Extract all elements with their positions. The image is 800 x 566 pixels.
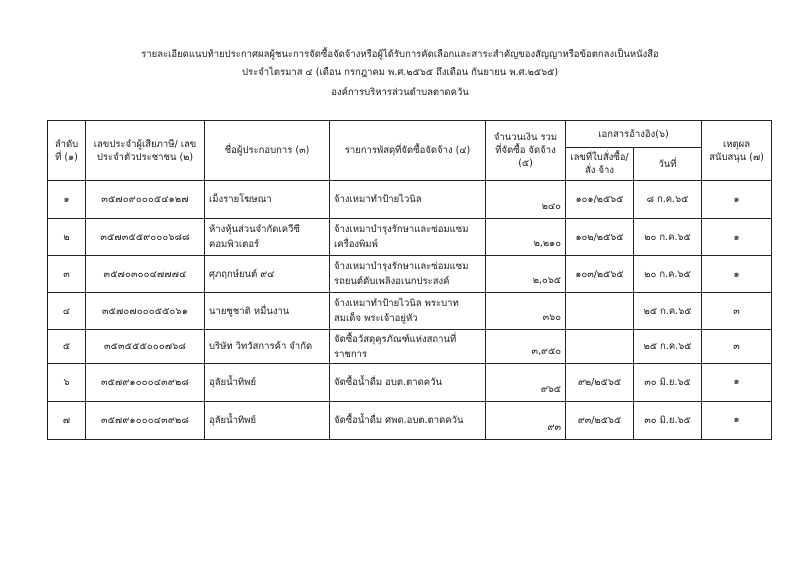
row-item: จ้างเหมาทำป้ายไวนิล พระบาทสมเด็จ พระเจ้าอยู่หัว: [330, 293, 486, 330]
header-tax-id: เลขประจำผู้เสียภาษี/ เลข ประจำตัวประชาชน (๒): [86, 121, 205, 181]
row-number: ๔: [48, 293, 86, 330]
procurement-table: [47, 120, 772, 440]
document-title: รายละเอียดแนบท้ายประกาศผลผู้ชนะการจัดซื้อจัดจ้างหรือผู้ได้รับการคัดเลือกและสาระสำคัญของสัญญาหรือข้อตกลงเป็นหนังสือ: [141, 49, 659, 60]
row-tax-id: ๓๕๗๙๑๐๐๐๔๓๙๒๘: [86, 402, 205, 440]
row-ref-no: ๑๐๑/๒๕๖๕: [566, 181, 634, 219]
row-tax-id: ๓๕๗๓๕๕๙๐๐๐๖๘๘: [86, 219, 205, 256]
row-vendor: ห้างหุ้นส่วนจำกัดเควีซี คอมพิวเตอร์: [205, 219, 330, 256]
row-number: ๕: [48, 330, 86, 364]
row-amount: ๒๔๐: [486, 181, 566, 219]
row-item: จัดซื้อน้ำดื่ม ศพด.อบต.ตาดควัน: [330, 402, 486, 440]
row-item: จ้างเหมาบำรุงรักษาและซ่อมแซม เครื่องพิมพ์: [330, 219, 486, 256]
row-amount: ๓,๙๕๐: [486, 330, 566, 364]
header-ref-no: เลขที่ใบสั่งซื้อ/สั่ง จ้าง: [566, 148, 634, 181]
row-reason: ๓: [702, 330, 772, 364]
row-amount: ๓๖๐: [486, 293, 566, 330]
row-amount: ๒,๒๑๐: [486, 219, 566, 256]
document-period: ประจำไตรมาส ๔ (เดือน กรกฎาคม พ.ศ.๒๕๖๕ ถึงเดือน กันยายน พ.ศ.๒๕๖๕): [241, 67, 559, 78]
header-item: รายการพัสดุที่จัดซื้อจัดจ้าง (๔): [330, 121, 486, 181]
row-amount: ๒,๐๖๕: [486, 256, 566, 293]
row-tax-id: ๓๕๗๐๗๐๐๐๕๕๐๖๑: [86, 293, 205, 330]
row-amount: ๙๖๕: [486, 364, 566, 402]
row-vendor: บริษัท วิทวัสการค้า จำกัด: [205, 330, 330, 364]
header-amount: จำนวนเงิน รวม ที่จัดซื้อ จัดจ้าง (๕): [486, 121, 566, 181]
row-ref-no: ๑๐๓/๒๕๖๕: [566, 256, 634, 293]
row-ref-date: ๒๕ ก.ค.๖๕: [634, 293, 702, 330]
row-ref-no: ๙๒/๒๕๖๕: [566, 364, 634, 402]
row-reason: ๑: [702, 364, 772, 402]
table-row: [48, 330, 772, 364]
row-tax-id: ๓๕๓๕๕๕๐๐๐๗๖๘: [86, 330, 205, 364]
row-reason: ๑: [702, 181, 772, 219]
header-reason: เหตุผล สนับสนุน (๗): [702, 121, 772, 181]
table-row: [48, 256, 772, 293]
table-row: [48, 402, 772, 440]
organization-name: องค์การบริหารส่วนตำบลตาดควัน: [331, 87, 469, 98]
header-ref-date: วันที่: [634, 148, 702, 181]
row-reason: ๑: [702, 402, 772, 440]
row-vendor: อุลัยน้ำทิพย์: [205, 364, 330, 402]
row-amount: ๙๓: [486, 402, 566, 440]
row-number: ๖: [48, 364, 86, 402]
row-reason: ๑: [702, 256, 772, 293]
header-vendor: ชื่อผู้ประกอบการ (๓): [205, 121, 330, 181]
row-item: จ้างเหมาบำรุงรักษาและซ่อมแซม รถยนต์ดับเพลิงอเนกประสงค์: [330, 256, 486, 293]
header-no: ลำดับ ที่ (๑): [48, 121, 86, 181]
row-item: จ้างเหมาทำป้ายไวนิล: [330, 181, 486, 219]
table-row: [48, 181, 772, 219]
row-ref-date: ๒๐ ก.ค.๖๕: [634, 219, 702, 256]
row-ref-date: ๓๐ มิ.ย.๖๕: [634, 364, 702, 402]
row-vendor: ศุภฤกษ์ยนต์ ๙๔: [205, 256, 330, 293]
row-ref-date: ๒๐ ก.ค.๖๕: [634, 256, 702, 293]
row-tax-id: ๓๕๗๐๓๐๐๔๗๗๗๔: [86, 256, 205, 293]
row-vendor: อุลัยน้ำทิพย์: [205, 402, 330, 440]
row-tax-id: ๓๕๗๙๑๐๐๐๔๓๙๒๘: [86, 364, 205, 402]
row-number: ๗: [48, 402, 86, 440]
header-reference: เอกสารอ้างอิง(๖): [566, 121, 702, 148]
row-ref-no: ๙๓/๒๕๖๕: [566, 402, 634, 440]
row-vendor: นายชูชาติ หมื่นงาน: [205, 293, 330, 330]
table-body: [48, 181, 772, 440]
row-ref-date: ๓๐ มิ.ย.๖๕: [634, 402, 702, 440]
row-number: ๓: [48, 256, 86, 293]
row-vendor: เม็งรายโฆษณา: [205, 181, 330, 219]
row-ref-no: [566, 330, 634, 364]
table-row: [48, 219, 772, 256]
row-ref-date: ๒๕ ก.ค.๖๕: [634, 330, 702, 364]
row-ref-date: ๘ ก.ค.๖๕: [634, 181, 702, 219]
row-item: จัดซื้อน้ำดื่ม อบต.ตาดควัน: [330, 364, 486, 402]
row-ref-no: [566, 293, 634, 330]
row-number: ๒: [48, 219, 86, 256]
row-number: ๑: [48, 181, 86, 219]
row-ref-no: ๑๐๒/๒๕๖๕: [566, 219, 634, 256]
table-row: [48, 293, 772, 330]
row-tax-id: ๓๕๗๐๙๐๐๐๕๔๑๒๗: [86, 181, 205, 219]
row-item: จัดซื้อวัสดุคุรภัณฑ์แห่งสถานที่ราชการ: [330, 330, 486, 364]
table-row: [48, 364, 772, 402]
row-reason: ๑: [702, 219, 772, 256]
row-reason: ๓: [702, 293, 772, 330]
table-header: [48, 121, 772, 181]
